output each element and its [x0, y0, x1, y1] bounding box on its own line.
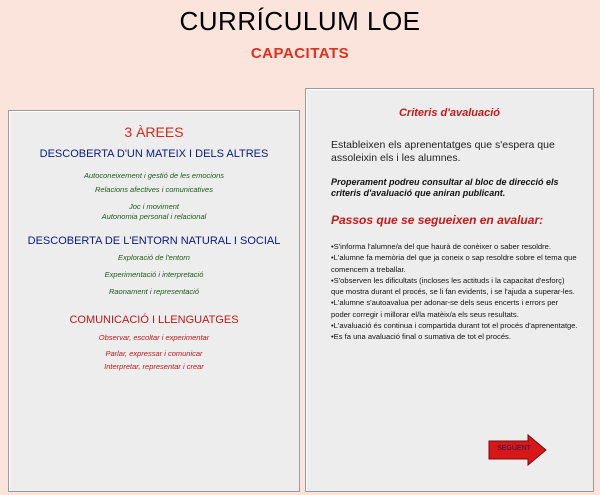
area-item: Relacions afectives i comunicatives — [95, 185, 213, 194]
list-item: • L'alumne fa memòria del que ja coneix o sap resoldre sobre el tema que comencem a treballar. — [331, 252, 579, 275]
criteria-panel — [305, 88, 594, 492]
area-item: Observar, escoltar i experimentar — [98, 333, 210, 342]
page-subtitle: CAPACITATS — [250, 45, 350, 62]
area-item: Interpretar, representar i crear — [104, 362, 204, 371]
area-item: Experimentació i interpretació — [104, 270, 204, 279]
page-title: CURRÍCULUM LOE — [179, 6, 421, 36]
area-heading-self: DESCOBERTA D'UN MATEIX I DELS ALTRES — [39, 148, 269, 160]
next-button[interactable] — [488, 434, 548, 466]
list-item: • Es fa una avaluació final o sumativa de tot el procés. — [331, 331, 579, 342]
list-item: • S'observen les dificultats (incloses les actituds i la capacitat d'esforç) que mostra durant el procés, se li fan evidents, i se l'ajuda a superar-les. — [331, 275, 579, 298]
steps-title: Passos que se segueixen en avaluar: — [331, 213, 544, 227]
next-button-label: SEGÜENT — [497, 445, 531, 452]
area-item: Exploració de l'entorn — [118, 253, 190, 262]
criteria-title: Criteris d'avaluació — [398, 107, 501, 119]
area-item: Autoconeixement i gestió de les emocions — [83, 171, 225, 180]
areas-panel — [8, 110, 300, 492]
area-item: Raonament i representació — [108, 287, 200, 296]
area-item: Joc i moviment — [128, 202, 179, 211]
area-heading-communication: COMUNICACIÓ I LLENGUATGES — [69, 314, 239, 326]
list-item: • S'informa l'alumne/a del que haurà de conèixer o saber resoldre. — [331, 241, 579, 252]
steps-list — [331, 241, 579, 343]
criteria-text: Estableixen els aprenentatges que s'espera que assoleixin els i les alumnes. — [331, 139, 555, 164]
areas-title: 3 ÀREES — [124, 124, 184, 140]
list-item: • L'avaluació és continua i compartida durant tot el procés d'aprenentatge. — [331, 320, 579, 331]
list-item: • L'alumne s'autoavalua per adonar-se dels seus encerts i errors per poder corregir i millorar el/la matèix/a els seus resultats. — [331, 297, 579, 320]
criteria-note: Properament podreu consultar al bloc de direcció els criteris d'avaluació que aniran publicant. — [331, 177, 559, 198]
area-item: Parlar, expressar i comunicar — [105, 349, 203, 358]
area-item: Autonomia personal i relacional — [101, 212, 207, 221]
area-heading-environment: DESCOBERTA DE L'ENTORN NATURAL I SOCIAL — [27, 235, 281, 247]
